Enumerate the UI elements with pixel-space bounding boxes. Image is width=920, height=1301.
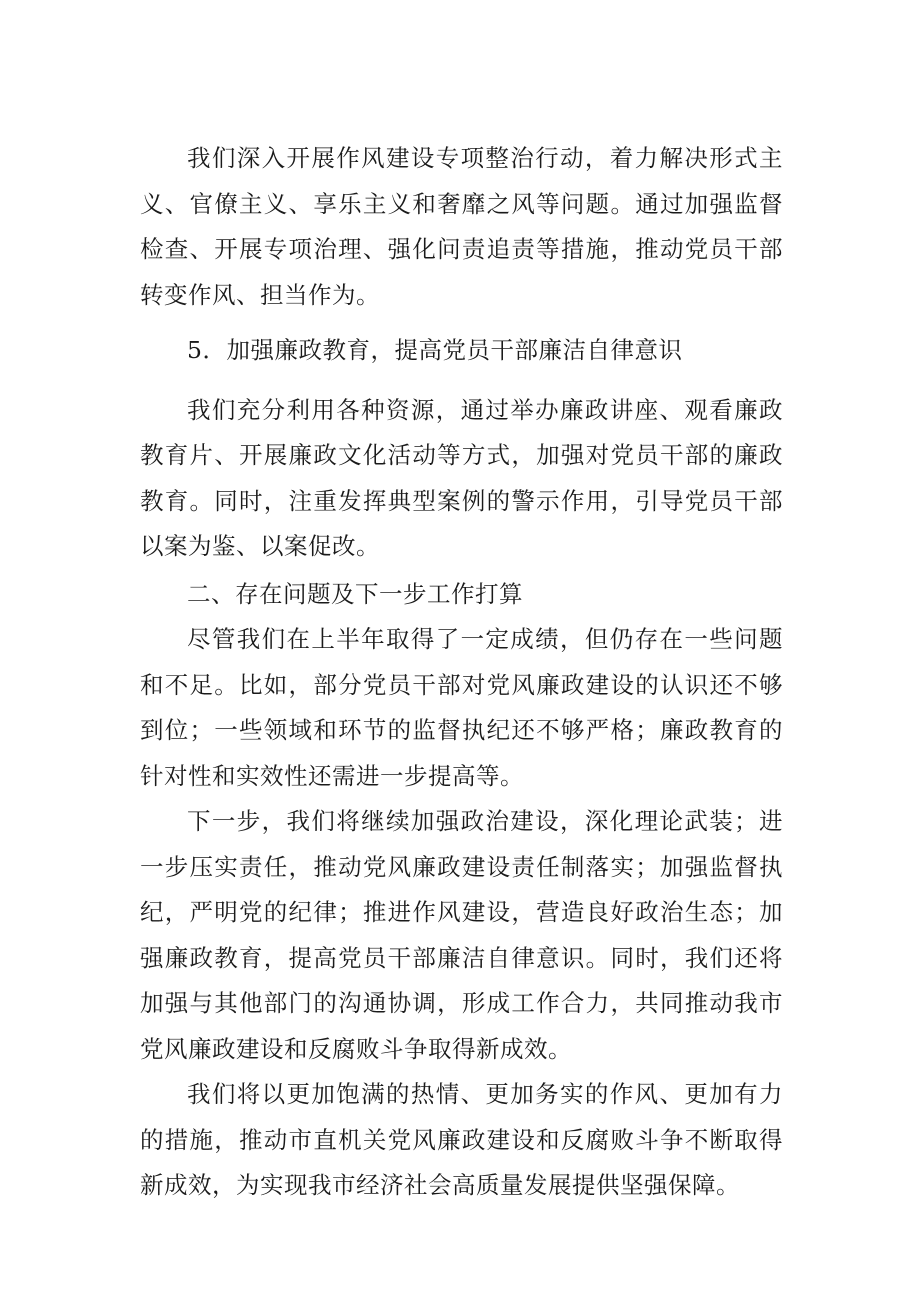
section-heading-integrity-education: 5．加强廉政教育，提高党员干部廉洁自律意识 <box>187 336 683 364</box>
paragraph-next-steps: 下一步，我们将继续加强政治建设，深化理论武装；进一步压实责任，推动党风廉政建设责任制落实；加强监督执纪，严明党的纪律；推进作风建设，营造良好政治生态；加强廉政教育，提高党员干部廉洁自律意识。同时，我们还将加强与其他部门的沟通协调，形成工作合力，共同推动我市党风廉政建设和反腐败斗争取得新成效。 <box>140 807 783 1063</box>
paragraph-integrity-education: 我们充分利用各种资源，通过举办廉政讲座、观看廉政教育片、开展廉政文化活动等方式，加强对党员干部的廉政教育。同时，注重发挥典型案例的警示作用，引导党员干部以案为鉴、以案促改。 <box>140 395 783 560</box>
document-body <box>140 136 783 1209</box>
section-heading-problems-and-plans: 二、存在问题及下一步工作打算 <box>187 579 523 608</box>
paragraph-existing-problems: 尽管我们在上半年取得了一定成绩，但仍存在一些问题和不足。比如，部分党员干部对党风廉政建设的认识还不够到位；一些领域和环节的监督执纪还不够严格；廉政教育的针对性和实效性还需进一步提高等。 <box>140 625 783 790</box>
paragraph-style-rectification: 我们深入开展作风建设专项整治行动，着力解决形式主义、官僚主义、享乐主义和奢靡之风等问题。通过加强监督检查、开展专项治理、强化问责追责等措施，推动党员干部转变作风、担当作为。 <box>140 144 783 309</box>
paragraph-conclusion: 我们将以更加饱满的热情、更加务实的作风、更加有力的措施，推动市直机关党风廉政建设和反腐败斗争不断取得新成效，为实现我市经济社会高质量发展提供坚强保障。 <box>140 1080 783 1199</box>
